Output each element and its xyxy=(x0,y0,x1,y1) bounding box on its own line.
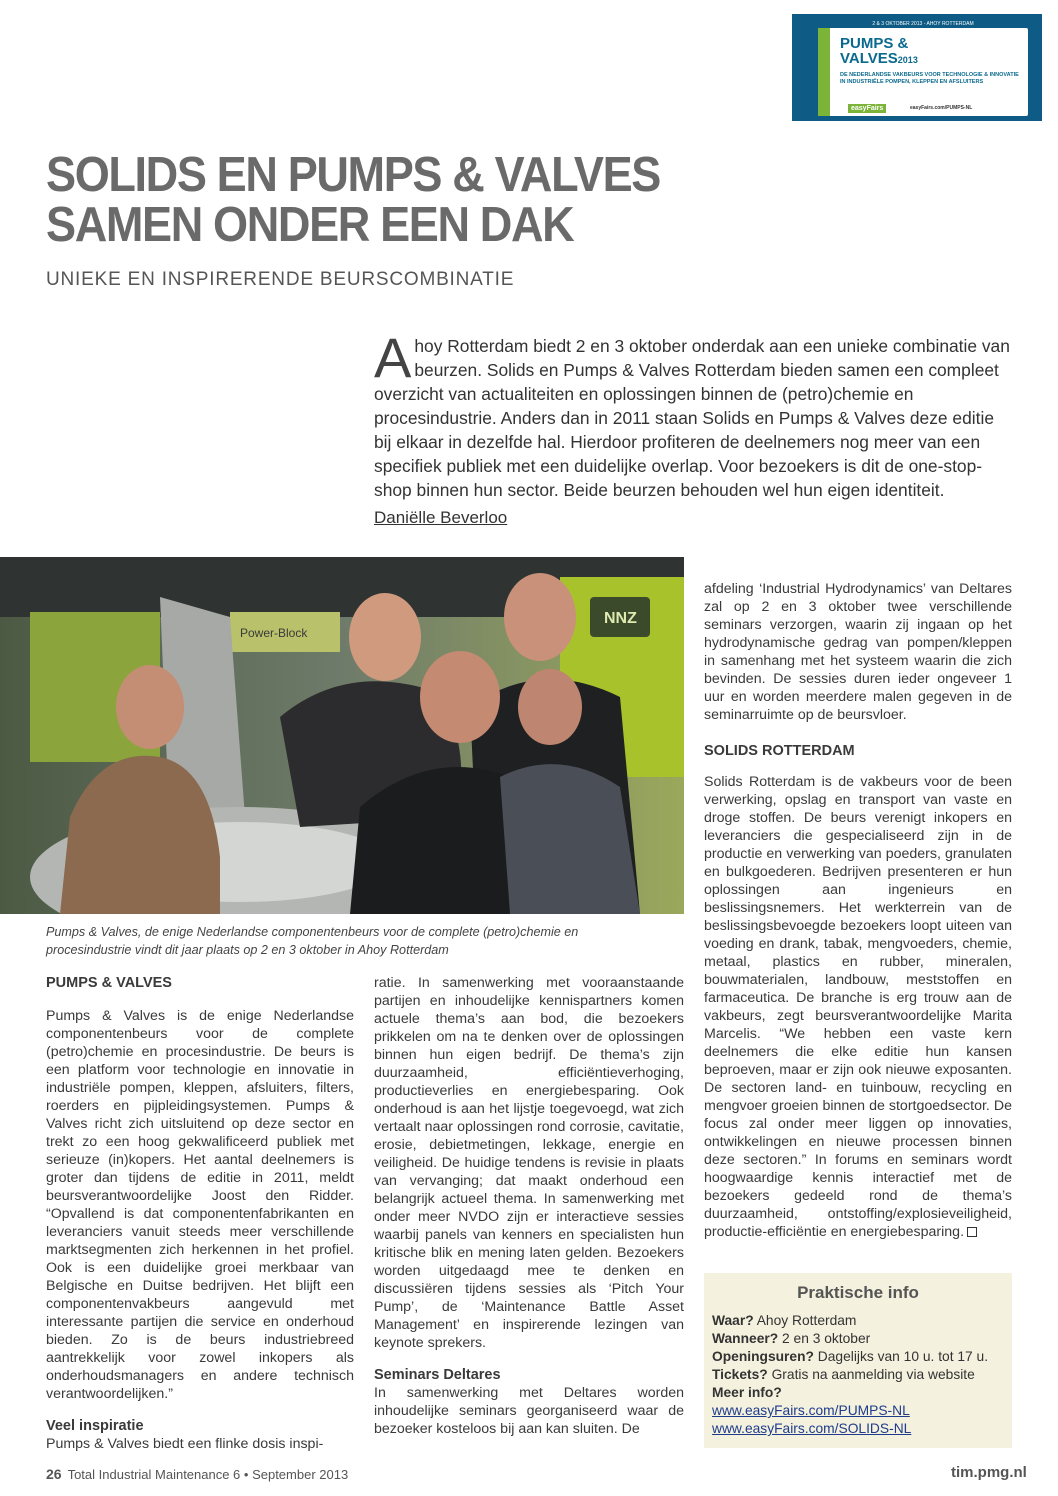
practical-info-box xyxy=(704,1273,1012,1448)
pumps-nl-link[interactable]: www.easyFairs.com/PUMPS-NL xyxy=(712,1403,910,1418)
col3-paragraph-2-text: Solids Rotterdam is de vakbeurs voor de been verwerking, opslag en transport van vaste en droge stoffen. De beurs verenigt inkopers en leveranciers die gespecialiseerd zijn in de productie en verwerking van poeders, granulaten en bulkgoederen. Bedrijven presenteren er hun oplossingen aan ingenieurs en beslissingsnemers. Het werkterrein van de beslissingsbevoegde bezoekers loopt uiteen van voeding en drank, tabak, mengvoeders, chemie, metaal, plastics en rubber, mineralen, bouwmaterialen, landbouw, meststoffen en farmaceutica. De branche is erg trouw aan de vakbeurs, zegt beursverantwoordelijke Marita Marcelis. “We hebben een vaste kern deelnemers die elke editie hun kansen beproeven, maar er zijn ook nieuwe exposanten. De sectoren land- en tuinbouw, recycling en mengvoer groeien binnen de stortgoedsector. De focus zal onder meer liggen op innovaties, ontwikkelingen en nieuwe processen binnen deze sectoren.” In forums en seminars wordt hoogwaardige kennis interactief met de bezoekers gedeeld rond de thema’s duurzaamheid, ontstoffing/explosieveiligheid, productie-efficiëntie en energiebesparing. xyxy=(704,774,1012,1240)
ad-accent-bar xyxy=(818,28,830,116)
info-hours-label: Openingsuren? xyxy=(712,1349,814,1364)
ad-title xyxy=(840,36,918,68)
publication-name: Total Industrial Maintenance 6 • September 2013 xyxy=(67,1467,349,1482)
info-tickets xyxy=(712,1366,1004,1384)
info-more-label: Meer info? xyxy=(712,1385,782,1400)
column-1 xyxy=(46,974,354,1453)
photo-caption: Pumps & Valves, de enige Nederlandse componentenbeurs voor de complete (petro)chemie en procesindustrie vindt dit jaar plaats op 2 en 3 oktober in Ahoy Rotterdam xyxy=(46,925,579,957)
info-where-label: Waar? xyxy=(712,1313,754,1328)
info-where-value: Ahoy Rotterdam xyxy=(756,1313,857,1328)
info-title: Praktische info xyxy=(797,1283,919,1302)
lead-dropcap: A xyxy=(374,326,412,389)
column-2 xyxy=(374,974,684,1438)
headline-line2: SAMEN ONDER EEN DAK xyxy=(46,198,574,252)
article-subhead: UNIEKE EN INSPIRERENDE BEURSCOMBINATIE xyxy=(46,269,515,290)
section-heading-pumps-valves: PUMPS & VALVES xyxy=(46,975,172,991)
col2-paragraph-1: ratie. In samenwerking met vooraanstaande partijen en inhoudelijke kennispartners komen actuele thema’s aan bod, die bezoekers prikkelen om na te denken over de oplossingen binnen hun eigen bedrijf. De thema’s zijn duurzaamheid, efficiëntieverhoging, productieverlies en energiebesparing. Ook onderhoud is aan het lijstje toegevoegd, wat zich vertaalt naar oplossingen rond corrosie, cavitatie, erosie, debietmetingen, lekkage, energie en veiligheid. De huidige tendens is revisie in plaats van vervanging; dat maakt onderhoud een belangrijk actueel thema. In samenwerking met onder meer NVDO zijn er interactieve sessies waarbij panels van kenners en specialisten hun kritische blik en mening laten gelden. Bezoekers worden uitgedaagd mee te denken en discussiëren tijdens sessies als ‘Pitch Your Pump’, de ‘Maintenance Battle Asset Management’ en inspirerende lezingen van keynote sprekers. xyxy=(374,975,684,1351)
photo-sign-powerblock: Power-Block xyxy=(240,626,308,640)
ad-title-line2: VALVES xyxy=(840,50,898,67)
subheading-veel-inspiratie: Veel inspiratie xyxy=(46,1418,144,1434)
headline-line1: SOLIDS EN PUMPS & VALVES xyxy=(46,148,660,202)
col3-paragraph-1: afdeling ‘Industrial Hydrodynamics’ van Deltares zal op 2 en 3 oktober twee verschillende seminars verzorgen, waarin zij ingaan op het hydrodynamische gedrag van pompen/kleppen in samenhang met het systeem waarin die zich bevinden. De sessies duren ieder ongeveer 1 uur en worden meerdere malen gegeven in de seminarruimte op de beursvloer. xyxy=(704,581,1012,723)
info-tickets-value: Gratis na aanmelding via website xyxy=(771,1367,975,1382)
column-3 xyxy=(704,580,1012,1241)
info-when xyxy=(712,1330,1004,1348)
lead-text: hoy Rotterdam biedt 2 en 3 oktober onderdak aan een unieke combinatie van beurzen. Solids en Pumps & Valves Rotterdam bieden samen een compleet overzicht van actualiteiten en oplossingen binnen de (petro)chemie en procesindustrie. Anders dan in 2011 staan Solids en Pumps & Valves deze editie bij elkaar in dezelfde hal. Hierdoor profiteren de deelnemers nog meer van een specifiek publiek met een duidelijke overlap. Voor bezoekers is dit de one-stop-shop binnen hun sector. Beide beurzen behouden wel hun eigen identiteit. xyxy=(374,336,1010,500)
end-of-article-icon xyxy=(967,1227,977,1237)
easyfairs-logo: easyFairs xyxy=(848,104,886,113)
article-headline xyxy=(46,150,727,250)
info-more xyxy=(712,1384,1004,1402)
col1-paragraph-2: Pumps & Valves biedt een flinke dosis inspi- xyxy=(46,1436,324,1452)
article-author[interactable]: Daniëlle Beverloo xyxy=(374,508,508,527)
info-hours xyxy=(712,1348,1004,1366)
section-heading-solids-rotterdam: SOLIDS ROTTERDAM xyxy=(704,743,855,759)
ad-url: easyFairs.com/PUMPS-NL xyxy=(910,105,973,111)
trade-fair-photo xyxy=(0,557,684,914)
ad-year: 2013 xyxy=(897,55,918,65)
info-tickets-label: Tickets? xyxy=(712,1367,768,1382)
photo-sign-nnz: NNZ xyxy=(604,610,637,627)
info-when-value: 2 en 3 oktober xyxy=(782,1331,871,1346)
col2-paragraph-2: In samenwerking met Deltares worden inhoudelijke seminars georganiseerd waar de bezoeker kosteloos bij aan kan sluiten. De xyxy=(374,1385,684,1437)
subheading-seminars-deltares: Seminars Deltares xyxy=(374,1367,501,1383)
ad-title-line1: PUMPS & xyxy=(840,35,909,52)
col3-paragraph-2 xyxy=(704,773,1012,1241)
ad-tagline: DE NEDERLANDSE VAKBEURS VOOR TECHNOLOGIE & INNOVATIE IN INDUSTRIËLE POMPEN, KLEPPEN EN AFSLUITERS xyxy=(840,72,1019,85)
info-hours-value: Dagelijks van 10 u. tot 17 u. xyxy=(817,1349,989,1364)
page-footer xyxy=(46,1466,348,1482)
pumps-valves-ad[interactable] xyxy=(792,14,1042,121)
site-url[interactable]: tim.pmg.nl xyxy=(951,1464,1027,1481)
solids-nl-link[interactable]: www.easyFairs.com/SOLIDS-NL xyxy=(712,1421,912,1436)
article-lead xyxy=(374,326,1014,502)
page-number: 26 xyxy=(46,1466,62,1482)
info-where xyxy=(712,1312,1004,1330)
ad-dates: 2 & 3 OKTOBER 2013 - AHOY ROTTERDAM xyxy=(818,20,1028,28)
col1-paragraph-1: Pumps & Valves is de enige Nederlandse componentenbeurs voor de complete (petro)chemie en procesindustrie. De beurs is een platform voor technologie en innovatie in industriële pompen, kleppen, afsluiters, filters, roerders en pijpleidingsystemen. Pumps & Valves richt zich uitsluitend op deze sector en trekt zo een hoog gekwalificeerd publiek met serieuze (in)kopers. Het aantal deelnemers is groter dan tijdens de editie in 2011, meldt beursverantwoordelijke Joost den Ridder. “Opvallend is dat componentenfabrikanten en leveranciers vanuit steeds meer verschillende marktsegmenten zich herkennen in het profiel. Ook is een duidelijke groei merkbaar van Belgische en Duitse bedrijven. Het blijft een componentenvakbeurs aangevuld met interessante partijen die service en onderhoud bieden. Zo is de beurs industriebreed aantrekkelijk voor zowel inkopers als onderhoudsmanagers en andere technisch verantwoordelijken.” xyxy=(46,1008,354,1402)
info-when-label: Wanneer? xyxy=(712,1331,779,1346)
article-photo xyxy=(0,557,684,914)
